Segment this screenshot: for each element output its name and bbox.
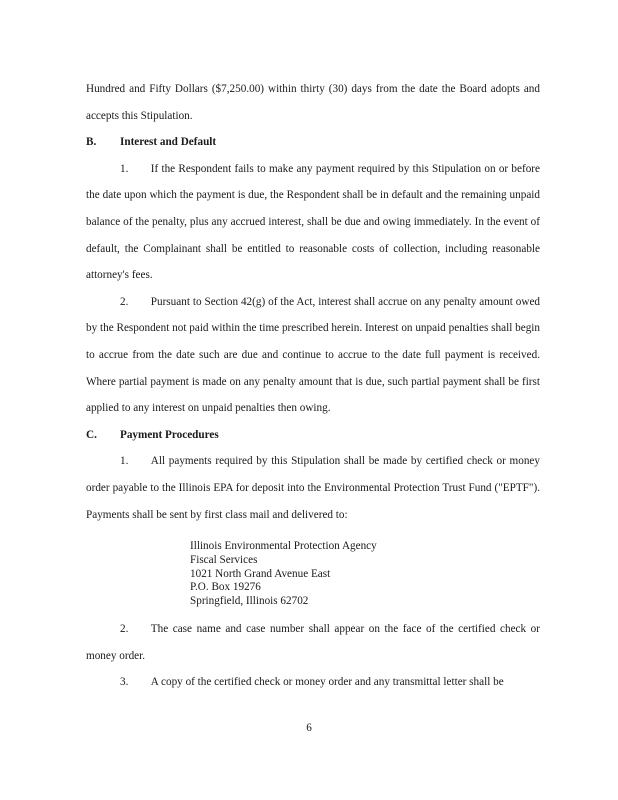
section-b-title: Interest and Default: [120, 136, 217, 149]
section-c-title: Payment Procedures: [120, 428, 219, 441]
address-line-4: P.O. Box 19276: [190, 581, 261, 594]
body-text-lower: [86, 616, 540, 696]
address-line-5: Springfield, Illinois 62702: [190, 595, 309, 608]
address-line-3: 1021 North Grand Avenue East: [190, 567, 331, 580]
section-b-paragraph-1: 1. If the Respondent fails to make any payment required by this Stipulation on or before the date upon which the payment is due, the Respondent shall be in default and the remaining unpaid balance of the penalty, plus any accrued interest, shall be due and owing immediately. In the event of default, the Complainant shall be entitled to reasonable costs of collection, including reasonable attorney's fees.: [86, 162, 540, 282]
mailing-address: [190, 540, 377, 609]
body-text-upper: [86, 76, 540, 528]
section-b-letter: B.: [86, 136, 97, 149]
intro-paragraph: Hundred and Fifty Dollars ($7,250.00) within thirty (30) days from the date the Board adopts and accepts this Stipulation.: [86, 83, 540, 122]
address-line-1: Illinois Environmental Protection Agency: [190, 540, 377, 552]
address-line-2: Fiscal Services: [190, 553, 258, 566]
section-c-paragraph-2: 2. The case name and case number shall appear on the face of the certified check or money order.: [86, 623, 540, 662]
section-c-paragraph-1: 1. All payments required by this Stipulation shall be made by certified check or money order payable to the Illinois EPA for deposit into the Environmental Protection Trust Fund ("EPTF"). Payments shall be sent by first class mail and delivered to:: [86, 455, 540, 521]
section-b-paragraph-2: 2. Pursuant to Section 42(g) of the Act, interest shall accrue on any penalty amount owed by the Respondent not paid within the time prescribed herein. Interest on unpaid penalties shall begin to accrue from the date such are due and continue to accrue to the date full payment is received. Where partial payment is made on any penalty amount that is due, such partial payment shall be first applied to any interest on unpaid penalties then owing.: [86, 295, 540, 415]
section-c-paragraph-3: 3. A copy of the certified check or money order and any transmittal letter shall be: [120, 676, 504, 689]
section-c-heading: [86, 422, 540, 449]
section-b-heading: [86, 129, 540, 156]
page-number: 6: [306, 722, 312, 734]
section-c-letter: C.: [86, 428, 97, 441]
